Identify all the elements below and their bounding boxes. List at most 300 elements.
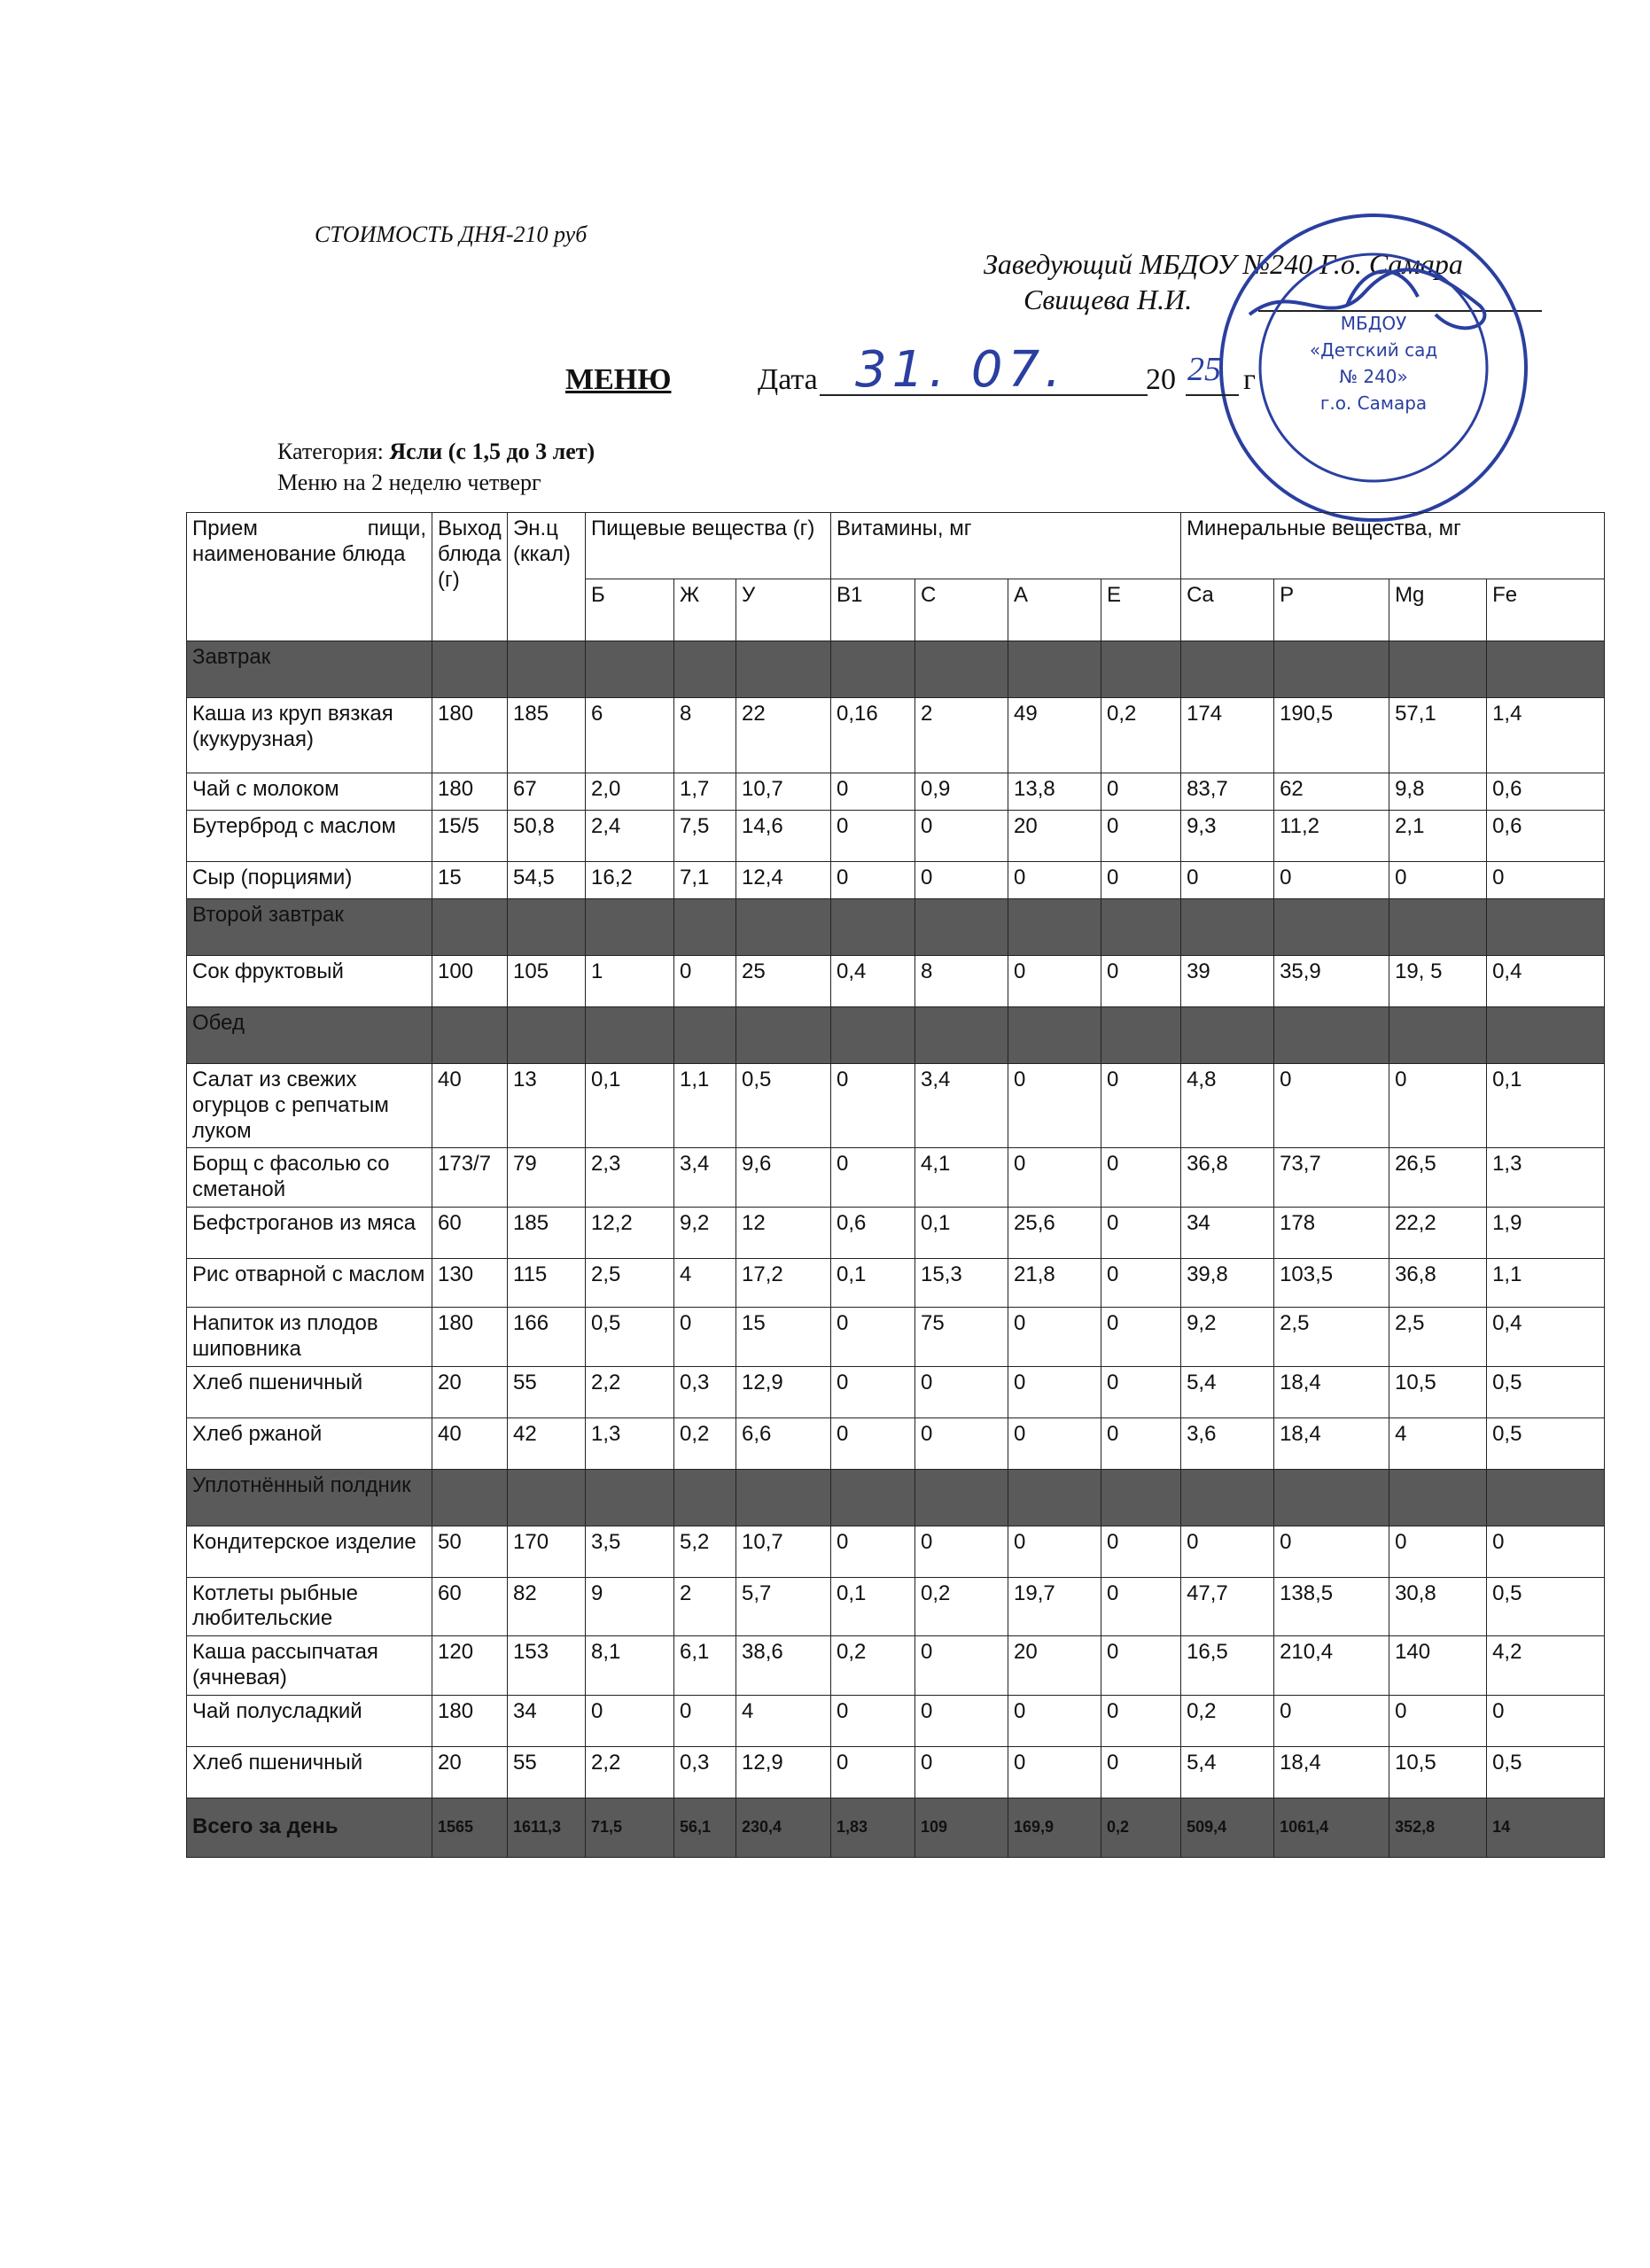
value-cell: 180	[432, 1307, 508, 1366]
value-cell: 20	[432, 1366, 508, 1418]
section-title: Второй завтрак	[187, 899, 432, 956]
value-cell: 75	[915, 1307, 1008, 1366]
dish-name: Чай полусладкий	[187, 1695, 432, 1746]
value-cell: 190,5	[1274, 698, 1389, 773]
value-cell: 49	[1008, 698, 1101, 773]
value-cell: 0,6	[1487, 811, 1605, 862]
value-cell: 19, 5	[1389, 956, 1487, 1007]
menu-title: МЕНЮ	[565, 363, 672, 396]
value-cell: 36,8	[1389, 1258, 1487, 1307]
total-value: 0,2	[1101, 1798, 1181, 1857]
value-cell: 0,2	[1101, 698, 1181, 773]
section-cell	[586, 641, 674, 698]
value-cell: 0,1	[586, 1064, 674, 1148]
table-row	[187, 773, 1605, 811]
section-cell	[736, 641, 831, 698]
section-row	[187, 1007, 1605, 1064]
value-cell: 174	[1181, 698, 1274, 773]
value-cell: 4	[736, 1695, 831, 1746]
section-cell	[586, 1007, 674, 1064]
value-cell: 0	[1274, 862, 1389, 899]
section-cell	[1487, 899, 1605, 956]
section-cell	[508, 899, 586, 956]
value-cell: 42	[508, 1418, 586, 1469]
value-cell: 0	[831, 1746, 915, 1798]
value-cell: 18,4	[1274, 1418, 1389, 1469]
table-row	[187, 698, 1605, 773]
section-title: Завтрак	[187, 641, 432, 698]
value-cell: 2	[915, 698, 1008, 773]
value-cell: 0	[1008, 1695, 1101, 1746]
value-cell: 12,4	[736, 862, 831, 899]
value-cell: 115	[508, 1258, 586, 1307]
total-value: 71,5	[586, 1798, 674, 1857]
value-cell: 14,6	[736, 811, 831, 862]
table-row	[187, 1577, 1605, 1636]
value-cell: 2,3	[586, 1148, 674, 1208]
value-cell: 185	[508, 698, 586, 773]
header-ca: Ca	[1181, 579, 1274, 641]
value-cell: 2,0	[586, 773, 674, 811]
total-value: 1565	[432, 1798, 508, 1857]
value-cell: 13	[508, 1064, 586, 1148]
svg-text:г.о. Самара: г.о. Самара	[1319, 392, 1428, 414]
value-cell: 9,2	[1181, 1307, 1274, 1366]
value-cell: 0	[1389, 1526, 1487, 1577]
section-title: Уплотнённый полдник	[187, 1469, 432, 1526]
value-cell: 0	[1181, 862, 1274, 899]
value-cell: 34	[508, 1695, 586, 1746]
value-cell: 60	[432, 1207, 508, 1258]
value-cell: 18,4	[1274, 1366, 1389, 1418]
section-cell	[831, 899, 915, 956]
value-cell: 0	[1101, 1207, 1181, 1258]
value-cell: 55	[508, 1366, 586, 1418]
value-cell: 6,1	[674, 1636, 736, 1696]
value-cell: 13,8	[1008, 773, 1101, 811]
section-row	[187, 1469, 1605, 1526]
dish-name: Каша рассыпчатая (ячневая)	[187, 1636, 432, 1696]
header-yield: Выход блюда (г)	[432, 513, 508, 641]
dish-name: Чай с молоком	[187, 773, 432, 811]
table-row	[187, 1148, 1605, 1208]
section-cell	[1389, 641, 1487, 698]
value-cell: 0	[1101, 862, 1181, 899]
value-cell: 17,2	[736, 1258, 831, 1307]
category-value: Ясли (с 1,5 до 3 лет)	[389, 439, 595, 464]
header-c: С	[915, 579, 1008, 641]
week-line: Меню на 2 неделю четверг	[277, 470, 541, 495]
value-cell: 0	[1008, 1148, 1101, 1208]
value-cell: 180	[432, 698, 508, 773]
value-cell: 0	[1101, 1526, 1181, 1577]
value-cell: 0	[674, 1307, 736, 1366]
value-cell: 0,9	[915, 773, 1008, 811]
category-label: Категория:	[277, 439, 390, 464]
section-cell	[1101, 1007, 1181, 1064]
table-row	[187, 1746, 1605, 1798]
value-cell: 9,6	[736, 1148, 831, 1208]
value-cell: 0	[674, 1695, 736, 1746]
section-cell	[1008, 899, 1101, 956]
value-cell: 20	[1008, 811, 1101, 862]
value-cell: 0	[1008, 1064, 1101, 1148]
value-cell: 0,1	[1487, 1064, 1605, 1148]
total-row	[187, 1798, 1605, 1857]
value-cell: 0	[1101, 773, 1181, 811]
value-cell: 0	[1181, 1526, 1274, 1577]
value-cell: 0,2	[674, 1418, 736, 1469]
value-cell: 0	[831, 862, 915, 899]
section-cell	[1389, 899, 1487, 956]
value-cell: 0	[1101, 1366, 1181, 1418]
value-cell: 25	[736, 956, 831, 1007]
total-value: 352,8	[1389, 1798, 1487, 1857]
value-cell: 15/5	[432, 811, 508, 862]
value-cell: 39	[1181, 956, 1274, 1007]
year-prefix: 20	[1146, 363, 1176, 396]
value-cell: 0,1	[831, 1258, 915, 1307]
value-cell: 0	[1487, 862, 1605, 899]
value-cell: 0	[1008, 956, 1101, 1007]
value-cell: 0	[1487, 1526, 1605, 1577]
dish-name: Хлеб пшеничный	[187, 1746, 432, 1798]
value-cell: 0	[1008, 1307, 1101, 1366]
year-value: 25	[1187, 351, 1221, 388]
value-cell: 0	[1101, 956, 1181, 1007]
value-cell: 16,5	[1181, 1636, 1274, 1696]
value-cell: 1	[586, 956, 674, 1007]
value-cell: 178	[1274, 1207, 1389, 1258]
section-row	[187, 899, 1605, 956]
value-cell: 34	[1181, 1207, 1274, 1258]
value-cell: 5,4	[1181, 1746, 1274, 1798]
head-title: Заведующий МБДОУ №240 Г.о. Самара	[984, 248, 1463, 280]
value-cell: 0,16	[831, 698, 915, 773]
header-minerals: Минеральные вещества, мг	[1181, 513, 1605, 579]
dish-name: Кондитерское изделие	[187, 1526, 432, 1577]
value-cell: 50,8	[508, 811, 586, 862]
table-row	[187, 956, 1605, 1007]
value-cell: 140	[1389, 1636, 1487, 1696]
dish-name: Каша из круп вязкая (кукурузная)	[187, 698, 432, 773]
table-row	[187, 862, 1605, 899]
value-cell: 2,4	[586, 811, 674, 862]
value-cell: 0,4	[831, 956, 915, 1007]
section-title: Обед	[187, 1007, 432, 1064]
value-cell: 0	[1101, 811, 1181, 862]
section-cell	[1181, 1469, 1274, 1526]
section-cell	[586, 899, 674, 956]
value-cell: 12	[736, 1207, 831, 1258]
value-cell: 0	[915, 1636, 1008, 1696]
value-cell: 0	[915, 1526, 1008, 1577]
value-cell: 138,5	[1274, 1577, 1389, 1636]
dish-name: Салат из свежих огурцов с репчатым луком	[187, 1064, 432, 1148]
value-cell: 0,1	[831, 1577, 915, 1636]
value-cell: 8	[915, 956, 1008, 1007]
section-cell	[1274, 899, 1389, 956]
value-cell: 8,1	[586, 1636, 674, 1696]
value-cell: 170	[508, 1526, 586, 1577]
value-cell: 4,2	[1487, 1636, 1605, 1696]
value-cell: 0	[1101, 1418, 1181, 1469]
value-cell: 3,4	[674, 1148, 736, 1208]
value-cell: 9,8	[1389, 773, 1487, 811]
value-cell: 62	[1274, 773, 1389, 811]
value-cell: 210,4	[1274, 1636, 1389, 1696]
section-cell	[1101, 899, 1181, 956]
value-cell: 0	[1008, 862, 1101, 899]
value-cell: 0	[1008, 1746, 1101, 1798]
value-cell: 6,6	[736, 1418, 831, 1469]
value-cell: 20	[432, 1746, 508, 1798]
value-cell: 22	[736, 698, 831, 773]
value-cell: 173/7	[432, 1148, 508, 1208]
value-cell: 47,7	[1181, 1577, 1274, 1636]
dish-name: Бутерброд с маслом	[187, 811, 432, 862]
official-stamp	[1214, 208, 1533, 527]
value-cell: 20	[1008, 1636, 1101, 1696]
value-cell: 4	[1389, 1418, 1487, 1469]
header-u: У	[736, 579, 831, 641]
section-cell	[1487, 1007, 1605, 1064]
header-p: P	[1274, 579, 1389, 641]
value-cell: 21,8	[1008, 1258, 1101, 1307]
section-cell	[1389, 1007, 1487, 1064]
dish-name: Рис отварной с маслом	[187, 1258, 432, 1307]
value-cell: 0	[915, 1746, 1008, 1798]
value-cell: 9	[586, 1577, 674, 1636]
value-cell: 4,8	[1181, 1064, 1274, 1148]
value-cell: 3,4	[915, 1064, 1008, 1148]
value-cell: 0	[586, 1695, 674, 1746]
section-cell	[1274, 641, 1389, 698]
value-cell: 0	[915, 1366, 1008, 1418]
value-cell: 73,7	[1274, 1148, 1389, 1208]
value-cell: 0	[1389, 862, 1487, 899]
header-meal: Прием пищи, наименование блюда	[187, 513, 432, 641]
dish-name: Хлеб ржаной	[187, 1418, 432, 1469]
value-cell: 0	[831, 1526, 915, 1577]
section-cell	[432, 899, 508, 956]
category-line	[277, 439, 595, 465]
value-cell: 0	[831, 1148, 915, 1208]
value-cell: 35,9	[1274, 956, 1389, 1007]
header-b1: В1	[831, 579, 915, 641]
date-label: Дата	[758, 363, 818, 396]
table-row	[187, 811, 1605, 862]
value-cell: 100	[432, 956, 508, 1007]
dish-name: Бефстроганов из мяса	[187, 1207, 432, 1258]
section-cell	[432, 1469, 508, 1526]
value-cell: 19,7	[1008, 1577, 1101, 1636]
value-cell: 0	[915, 811, 1008, 862]
date-value: 31. 07.	[855, 341, 1066, 399]
value-cell: 0	[831, 811, 915, 862]
value-cell: 2,2	[586, 1366, 674, 1418]
total-value: 1061,4	[1274, 1798, 1389, 1857]
section-cell	[915, 641, 1008, 698]
section-cell	[1487, 641, 1605, 698]
value-cell: 166	[508, 1307, 586, 1366]
value-cell: 16,2	[586, 862, 674, 899]
value-cell: 10,7	[736, 1526, 831, 1577]
value-cell: 0,2	[1181, 1695, 1274, 1746]
value-cell: 0,3	[674, 1366, 736, 1418]
table-row	[187, 1418, 1605, 1469]
value-cell: 1,7	[674, 773, 736, 811]
value-cell: 1,9	[1487, 1207, 1605, 1258]
dish-name: Борщ с фасолью со сметаной	[187, 1148, 432, 1208]
value-cell: 15,3	[915, 1258, 1008, 1307]
value-cell: 0	[831, 1064, 915, 1148]
table-row	[187, 1258, 1605, 1307]
value-cell: 0,5	[736, 1064, 831, 1148]
section-cell	[1008, 641, 1101, 698]
total-label: Всего за день	[187, 1798, 432, 1857]
value-cell: 0,5	[586, 1307, 674, 1366]
section-cell	[508, 1007, 586, 1064]
value-cell: 0,6	[1487, 773, 1605, 811]
value-cell: 1,1	[674, 1064, 736, 1148]
value-cell: 0	[1101, 1258, 1181, 1307]
value-cell: 5,7	[736, 1577, 831, 1636]
day-cost: СТОИМОСТЬ ДНЯ-210 руб	[315, 221, 588, 247]
value-cell: 180	[432, 1695, 508, 1746]
value-cell: 0	[915, 862, 1008, 899]
section-cell	[1008, 1007, 1101, 1064]
value-cell: 0	[1274, 1064, 1389, 1148]
table-row	[187, 1307, 1605, 1366]
svg-text:№ 240»: № 240»	[1339, 366, 1408, 387]
total-value: 14	[1487, 1798, 1605, 1857]
section-cell	[915, 1469, 1008, 1526]
value-cell: 0	[1008, 1526, 1101, 1577]
table-row	[187, 1207, 1605, 1258]
section-cell	[831, 641, 915, 698]
value-cell: 39,8	[1181, 1258, 1274, 1307]
value-cell: 2,2	[586, 1746, 674, 1798]
value-cell: 0	[1101, 1695, 1181, 1746]
header-fe: Fe	[1487, 579, 1605, 641]
value-cell: 10,5	[1389, 1746, 1487, 1798]
value-cell: 3,6	[1181, 1418, 1274, 1469]
value-cell: 1,1	[1487, 1258, 1605, 1307]
section-cell	[1181, 1007, 1274, 1064]
section-cell	[1101, 1469, 1181, 1526]
section-cell	[586, 1469, 674, 1526]
dish-name: Сыр (порциями)	[187, 862, 432, 899]
section-cell	[736, 1007, 831, 1064]
value-cell: 0	[1101, 1577, 1181, 1636]
value-cell: 0	[831, 1695, 915, 1746]
value-cell: 180	[432, 773, 508, 811]
total-value: 1,83	[831, 1798, 915, 1857]
value-cell: 9,3	[1181, 811, 1274, 862]
value-cell: 10,5	[1389, 1366, 1487, 1418]
dish-name: Напиток из плодов шиповника	[187, 1307, 432, 1366]
section-cell	[1274, 1469, 1389, 1526]
value-cell: 8	[674, 698, 736, 773]
section-cell	[432, 641, 508, 698]
value-cell: 36,8	[1181, 1148, 1274, 1208]
value-cell: 0	[1101, 1307, 1181, 1366]
value-cell: 5,2	[674, 1526, 736, 1577]
dish-name: Котлеты рыбные любительские	[187, 1577, 432, 1636]
value-cell: 0	[1487, 1695, 1605, 1746]
menu-table	[186, 512, 1605, 1858]
value-cell: 0	[674, 956, 736, 1007]
value-cell: 55	[508, 1746, 586, 1798]
value-cell: 0	[1274, 1526, 1389, 1577]
header-e: Е	[1101, 579, 1181, 641]
value-cell: 1,3	[586, 1418, 674, 1469]
section-cell	[915, 1007, 1008, 1064]
section-row	[187, 641, 1605, 698]
value-cell: 0,4	[1487, 1307, 1605, 1366]
value-cell: 0	[1389, 1064, 1487, 1148]
dish-name: Хлеб пшеничный	[187, 1366, 432, 1418]
value-cell: 67	[508, 773, 586, 811]
value-cell: 0,4	[1487, 956, 1605, 1007]
value-cell: 0	[1274, 1695, 1389, 1746]
value-cell: 30,8	[1389, 1577, 1487, 1636]
value-cell: 103,5	[1274, 1258, 1389, 1307]
value-cell: 0,3	[674, 1746, 736, 1798]
header-vitamins: Витамины, мг	[831, 513, 1181, 579]
section-cell	[1389, 1469, 1487, 1526]
value-cell: 7,5	[674, 811, 736, 862]
value-cell: 0	[1101, 1636, 1181, 1696]
section-cell	[1181, 899, 1274, 956]
value-cell: 0,5	[1487, 1418, 1605, 1469]
section-cell	[1008, 1469, 1101, 1526]
header-b: Б	[586, 579, 674, 641]
total-value: 56,1	[674, 1798, 736, 1857]
section-cell	[915, 899, 1008, 956]
value-cell: 83,7	[1181, 773, 1274, 811]
section-cell	[674, 1469, 736, 1526]
table-row	[187, 1636, 1605, 1696]
value-cell: 15	[432, 862, 508, 899]
value-cell: 0	[1101, 1064, 1181, 1148]
section-cell	[674, 899, 736, 956]
value-cell: 82	[508, 1577, 586, 1636]
value-cell: 0,5	[1487, 1366, 1605, 1418]
header-zh: Ж	[674, 579, 736, 641]
value-cell: 0	[831, 1366, 915, 1418]
value-cell: 0,5	[1487, 1577, 1605, 1636]
svg-text:«Детский сад: «Детский сад	[1309, 339, 1438, 361]
head-name: Свищева Н.И.	[1023, 284, 1193, 315]
value-cell: 2,1	[1389, 811, 1487, 862]
value-cell: 0,2	[915, 1577, 1008, 1636]
value-cell: 60	[432, 1577, 508, 1636]
value-cell: 4	[674, 1258, 736, 1307]
value-cell: 26,5	[1389, 1148, 1487, 1208]
total-value: 109	[915, 1798, 1008, 1857]
value-cell: 0,5	[1487, 1746, 1605, 1798]
value-cell: 0	[1008, 1366, 1101, 1418]
value-cell: 38,6	[736, 1636, 831, 1696]
value-cell: 40	[432, 1418, 508, 1469]
value-cell: 12,9	[736, 1746, 831, 1798]
value-cell: 79	[508, 1148, 586, 1208]
value-cell: 25,6	[1008, 1207, 1101, 1258]
value-cell: 0	[1101, 1746, 1181, 1798]
section-cell	[432, 1007, 508, 1064]
